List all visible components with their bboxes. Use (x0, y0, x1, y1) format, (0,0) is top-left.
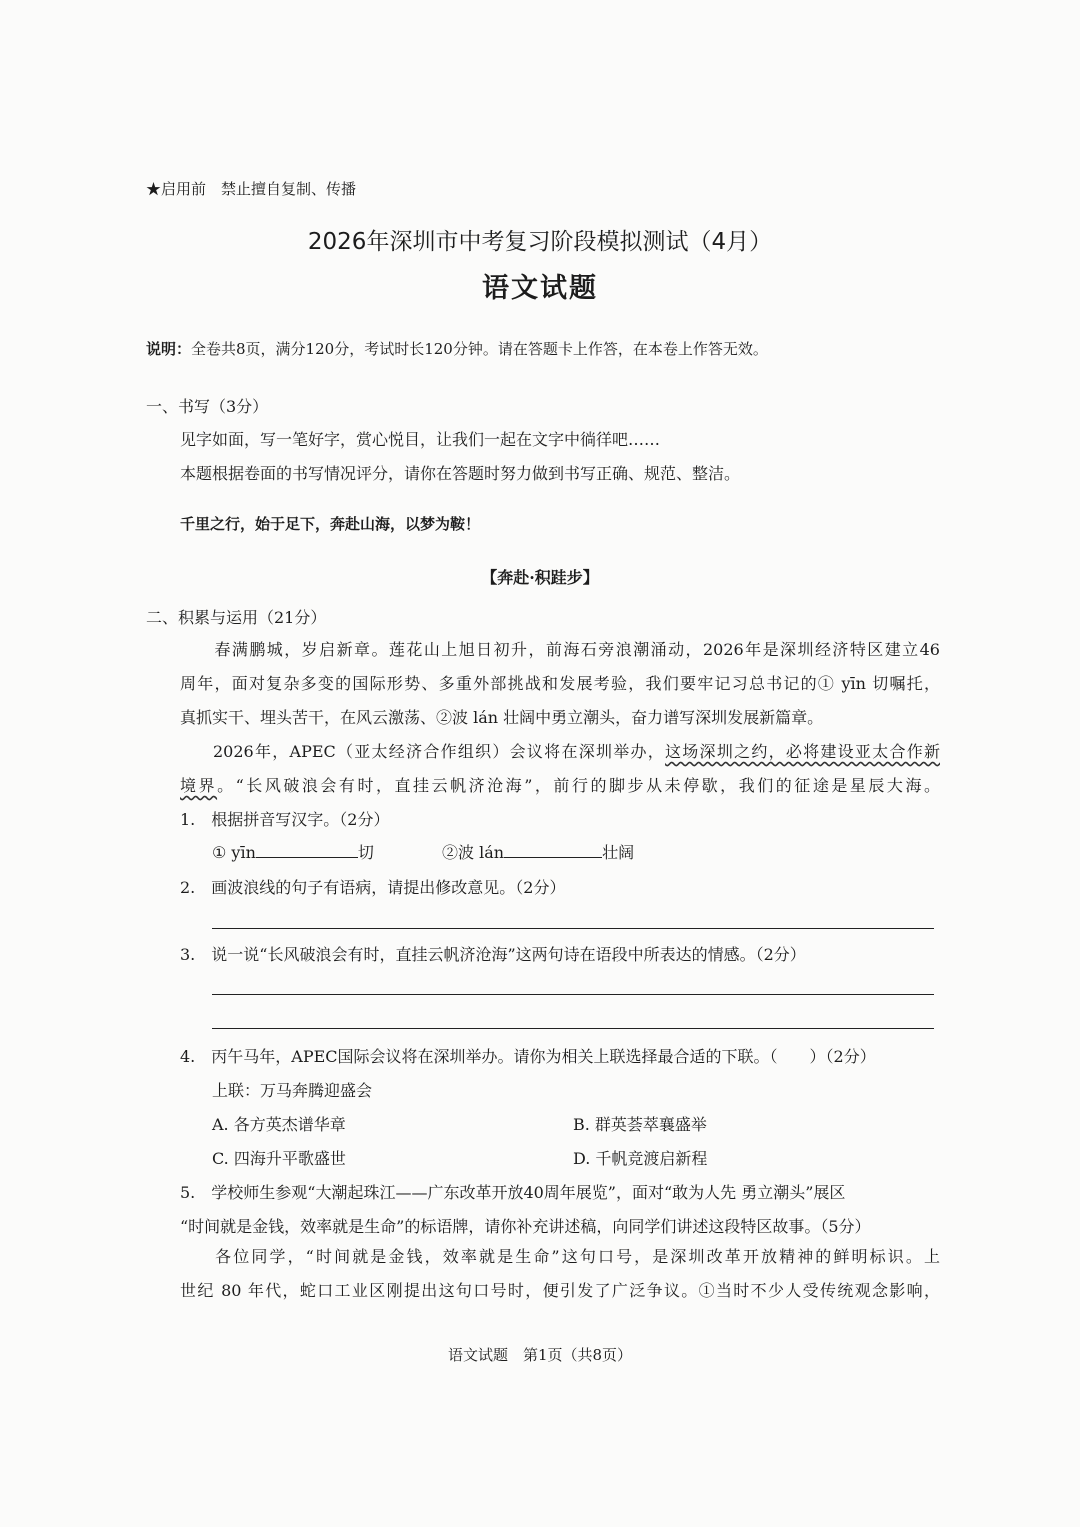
para2-post: 。“长风破浪会有时，直挂云帆济沧海”，前行的脚步从未停歇，我们的征途是星辰大海。 (217, 776, 940, 795)
option-a[interactable]: A. 各方英杰谱华章 (212, 1115, 346, 1134)
para2-pre: 2026年，APEC（亚太经济合作组织）会议将在深圳举办， (213, 742, 666, 761)
question-4: 4. 丙午马年，APEC国际会议将在深圳举办。请你为相关上联选择最合适的下联。（ ）（2分） (180, 1047, 876, 1066)
instructions-label: 说明： (146, 340, 192, 358)
passage-line: 世纪 80 年代，蛇口工业区刚提出这句口号时，便引发了广泛争议。①当时不少人受传统观念影响， (180, 1281, 940, 1300)
answer-line[interactable] (212, 1028, 934, 1029)
answer-blank[interactable] (256, 843, 358, 858)
answer-line[interactable] (212, 994, 934, 995)
passage-line: 春满鹏城，岁启新章。莲花山上旭日初升，前海石旁浪潮涌动，2026年是深圳经济特区建立46 (213, 640, 940, 659)
copy-notice: ★启用前 禁止擅自复制、传播 (146, 180, 357, 198)
passage-line: 各位同学，“时间就是金钱，效率就是生命”这句口号，是深圳改革开放精神的鲜明标识。上 (213, 1247, 940, 1266)
option-d[interactable]: D. 千帆竞渡启新程 (573, 1149, 708, 1168)
section1-line: 本题根据卷面的书写情况评分，请你在答题时努力做到书写正确、规范、整洁。 (180, 464, 741, 483)
wavy-sentence: 这场深圳之约，必将建设亚太合作新 (665, 742, 940, 761)
section1-line: 见字如面，写一笔好字，赏心悦目，让我们一起在文字中徜徉吧…… (180, 430, 661, 449)
shanglian: 上联：万马奔腾迎盛会 (212, 1081, 373, 1100)
answer-blank[interactable] (504, 843, 602, 858)
part-title: 【奔赴·积跬步】 (481, 568, 599, 587)
instructions-text: 全卷共8页，满分120分，考试时长120分钟。请在答题卡上作答，在本卷上作答无效。 (191, 340, 768, 358)
question-5-line-2: “时间就是金钱，效率就是生命”的标语牌，请你补充讲述稿，向同学们讲述这段特区故事。（5分） (180, 1217, 871, 1236)
wavy-sentence-end: 境界 (180, 776, 218, 795)
question-2: 2. 画波浪线的句子有语病，请提出修改意见。（2分） (180, 878, 566, 897)
question-1: 1. 根据拼音写汉字。（2分） (180, 810, 390, 829)
section2-heading: 二、积累与运用（21分） (146, 608, 327, 627)
passage-paragraph-1 (180, 633, 940, 735)
q5-passage (180, 1240, 940, 1308)
passage-line: 周年，面对复杂多变的国际形势、多重外部挑战和发展考验，我们要牢记习总书记的① yīn 切嘱托， (180, 674, 940, 693)
question-3: 3. 说一说“长风破浪会有时，直挂云帆济沧海”这两句诗在语段中所表达的情感。（2分） (180, 945, 806, 964)
passage-paragraph-2 (180, 735, 940, 803)
option-c[interactable]: C. 四海升平歌盛世 (212, 1149, 346, 1168)
exam-title: 2026年深圳市中考复习阶段模拟测试（4月） (307, 229, 773, 255)
page-footer: 语文试题 第1页（共8页） (447, 1346, 633, 1364)
q1-blank-a: ① yīn 切 (212, 843, 374, 862)
section1-heading: 一、书写（3分） (146, 397, 269, 416)
exam-subtitle: 语文试题 (482, 273, 598, 304)
passage-line: 真抓实干、埋头苦干，在风云激荡、②波 lán 壮阔中勇立潮头，奋力谱写深圳发展新篇章。 (180, 708, 824, 727)
exam-instructions (146, 338, 768, 359)
q1-blank-b: ②波 lán 壮阔 (442, 843, 635, 862)
answer-line[interactable] (212, 928, 934, 929)
motto: 千里之行，始于足下，奔赴山海，以梦为鞍！ (180, 515, 481, 533)
question-5-line-1: 5. 学校师生参观“大潮起珠江——广东改革开放40周年展览”，面对“敢为人先 勇立潮头”展区 (180, 1183, 846, 1202)
option-b[interactable]: B. 群英荟萃襄盛举 (573, 1115, 707, 1134)
